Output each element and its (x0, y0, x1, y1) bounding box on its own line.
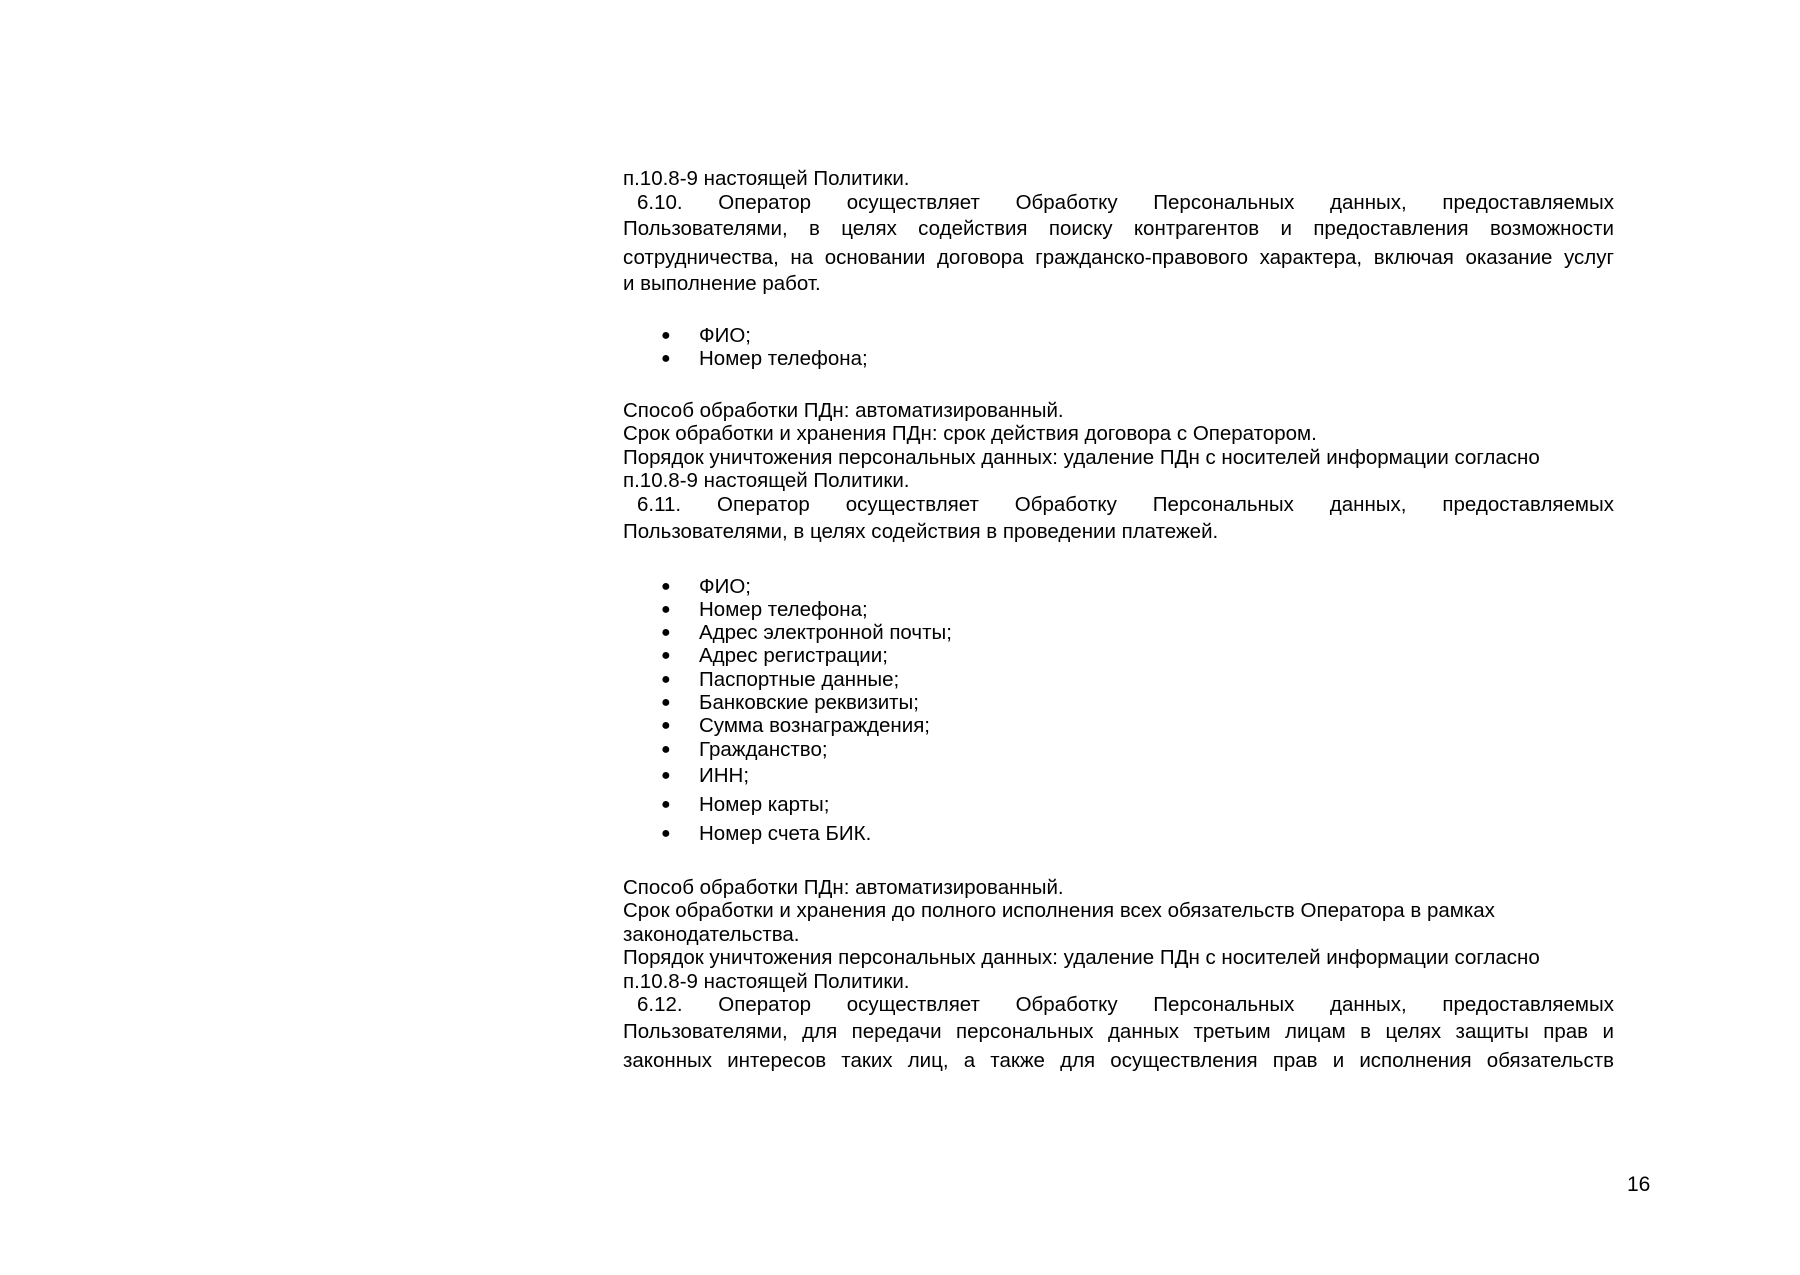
processing-method: Способ обработки ПДн: автоматизированный. (623, 398, 1064, 422)
bullet-icon: ● (661, 624, 671, 642)
clause-6-10 (623, 191, 1614, 297)
list-item: ● Гражданство; (661, 737, 828, 761)
clause-text: Пользователями, в целях содействия поиску контрагентов и предоставления возможности (623, 217, 1614, 240)
bullet-icon: ● (661, 740, 671, 758)
bullet-icon: ● (661, 350, 671, 368)
bullet-icon: ● (661, 717, 671, 735)
page-number: 16 (1627, 1173, 1651, 1196)
destruction-procedure-cont: п.10.8-9 настоящей Политики. (623, 469, 910, 493)
destruction-procedure: Порядок уничтожения персональных данных: удаление ПДн с носителей информации согласно (623, 946, 1540, 970)
list-item: ● Адрес электронной почты; (661, 621, 952, 645)
processing-term-cont: законодательства. (623, 922, 800, 946)
clause-text: законных интересов таких лиц, а также для осуществления прав и исполнения обязательств (623, 1049, 1614, 1073)
clause-text: Пользователями, для передачи персональных данных третьим лицам в целях защиты прав и (623, 1020, 1614, 1044)
clause-text: сотрудничества, на основании договора гражданско-правового характера, включая оказание услуг (623, 246, 1614, 269)
bullet-icon: ● (661, 647, 671, 665)
list-item: ● ИНН; (623, 761, 1614, 790)
bullet-icon: ● (661, 327, 671, 344)
list-item: ● Банковские реквизиты; (661, 691, 919, 715)
bullet-icon: ● (661, 694, 671, 712)
data-list (623, 575, 1614, 848)
processing-method: Способ обработки ПДн: автоматизированный. (623, 875, 1064, 899)
clause-number: 6.11. (637, 492, 682, 516)
clause-number: 6.10. (637, 190, 683, 214)
clause-text: Оператор осуществляет Обработку Персональных данных, предоставляемых (718, 190, 1614, 214)
list-item: ● Номер карты; (623, 790, 1614, 819)
clause-text: и выполнение работ. (623, 272, 821, 295)
destruction-procedure: Порядок уничтожения персональных данных: удаление ПДн с носителей информации согласно (623, 445, 1540, 469)
list-item: ● Номер счета БИК. (623, 819, 1614, 848)
bullet-icon: ● (661, 795, 671, 813)
clause-text: Пользователями, в целях содействия в проведении платежей. (623, 519, 1219, 543)
page-content (623, 167, 1614, 1075)
processing-term: Срок обработки и хранения до полного исполнения всех обязательств Оператора в рамках (623, 899, 1495, 923)
destruction-procedure-cont: п.10.8-9 настоящей Политики. (623, 969, 910, 993)
bullet-icon: ● (661, 824, 671, 842)
clause-6-11 (623, 493, 1614, 547)
bullet-icon: ● (661, 600, 671, 618)
processing-term: Срок обработки и хранения ПДн: срок действия договора с Оператором. (623, 422, 1317, 446)
list-item: ● Номер телефона; (661, 347, 868, 371)
bullet-icon: ● (661, 670, 671, 688)
list-item: ● Номер телефона; (661, 597, 868, 621)
clause-number: 6.12. (637, 993, 683, 1017)
list-item: ● Паспортные данные; (661, 667, 900, 691)
data-list (623, 324, 1614, 371)
list-item: ● Адрес регистрации; (661, 644, 888, 668)
carry-over-line: п.10.8-9 настоящей Политики. (623, 167, 910, 190)
list-item: ● Сумма вознаграждения; (661, 714, 930, 738)
clause-6-12 (623, 993, 1614, 1075)
clause-text: Оператор осуществляет Обработку Персональных данных, предоставляемых (718, 993, 1614, 1017)
list-item: ● ФИО; (661, 324, 751, 347)
list-item: ● ФИО; (661, 574, 751, 598)
bullet-icon: ● (661, 766, 671, 784)
clause-text: Оператор осуществляет Обработку Персональных данных, предоставляемых (717, 492, 1614, 516)
bullet-icon: ● (661, 577, 671, 595)
